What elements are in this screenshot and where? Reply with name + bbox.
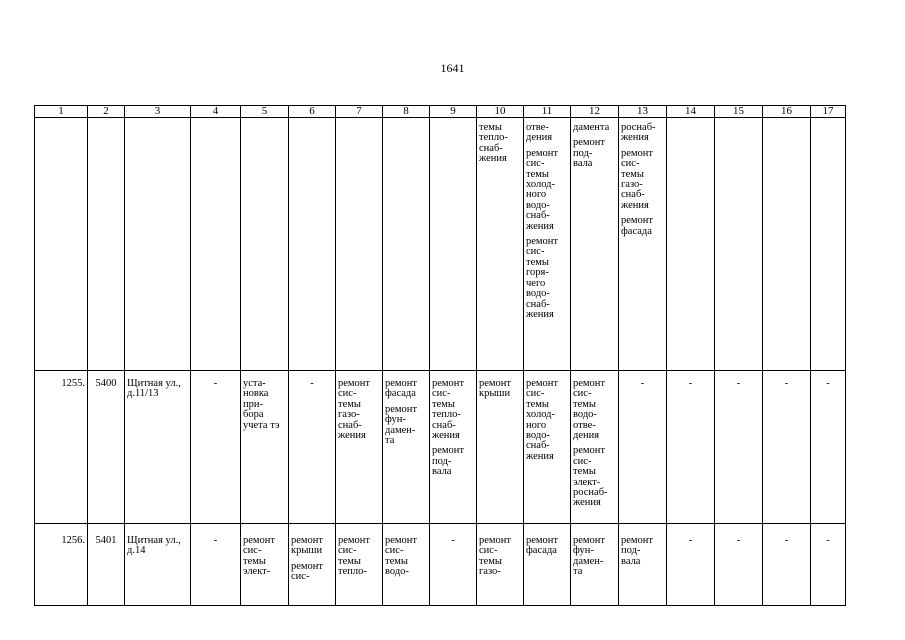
cell-text-line: водо- xyxy=(573,409,597,421)
cell-entry xyxy=(765,379,808,389)
cell-text-line: фасада xyxy=(621,225,652,237)
cell-text-line: тепло- xyxy=(338,566,367,578)
cell-text-line: темы xyxy=(526,398,549,410)
cell-text-line: снаб- xyxy=(621,189,645,201)
cell-entry xyxy=(526,123,568,144)
register-table xyxy=(34,105,846,606)
cell-entry xyxy=(127,536,188,557)
cell-text-line: ремонт xyxy=(526,378,559,389)
cell-entry xyxy=(432,536,474,546)
table-cell xyxy=(336,371,383,524)
cell-text-line: ремонт xyxy=(526,535,559,546)
column-number-cell: 16 xyxy=(763,106,811,118)
cell-entry xyxy=(717,379,760,389)
cell-text-line: холод- xyxy=(526,179,555,191)
cell-text-line: элект- xyxy=(243,566,271,578)
cell-text-line: тепло- xyxy=(432,409,461,421)
cell-text-line: ремонт xyxy=(243,535,276,546)
table-cell xyxy=(191,118,241,371)
cell-text-line: горя- xyxy=(526,267,549,279)
table-cell xyxy=(191,371,241,524)
cell-text-line: сис- xyxy=(291,571,310,583)
cell-text-line: водо- xyxy=(526,199,550,211)
cell-text-line: элект- xyxy=(573,476,601,488)
column-number-cell: 12 xyxy=(571,106,619,118)
cell-text-line: крыши xyxy=(291,545,323,557)
cell-text-line: темы xyxy=(479,122,502,133)
cell-text-line: жения xyxy=(432,430,460,442)
cell-entry xyxy=(669,536,712,546)
table-cell xyxy=(289,118,336,371)
table-cell xyxy=(524,524,571,606)
cell-entry xyxy=(479,536,521,578)
cell-text-line: темы xyxy=(479,555,502,567)
cell-text-line: - xyxy=(826,378,830,389)
table-cell xyxy=(619,118,667,371)
cell-entry xyxy=(526,237,568,320)
cell-text-line: сис- xyxy=(385,545,404,557)
cell-text-line: жения xyxy=(621,199,649,211)
table-cell xyxy=(88,524,125,606)
cell-text-line: фасада xyxy=(526,545,557,557)
cell-text-line: вала xyxy=(573,158,593,170)
cell-text-line: дамен- xyxy=(573,555,604,567)
cell-text-line: 5400 xyxy=(95,378,117,389)
cell-text-line: сис- xyxy=(338,545,357,557)
cell-text-line: ремонт xyxy=(291,535,324,546)
cell-text-line: уста- xyxy=(243,378,266,389)
cell-text-line: вала xyxy=(621,555,641,567)
cell-text-line: жения xyxy=(621,132,649,144)
cell-text-line: - xyxy=(213,535,218,546)
cell-text-line: фун- xyxy=(385,414,406,426)
cell-text-line: жения xyxy=(526,308,554,320)
cell-text-line: сис- xyxy=(526,388,545,400)
cell-text-line: темы xyxy=(243,555,266,567)
table-row xyxy=(35,524,846,606)
cell-text-line: д.14 xyxy=(127,545,146,557)
cell-text-line: дения xyxy=(573,430,600,442)
cell-text-line: холод- xyxy=(526,409,555,421)
cell-entry xyxy=(573,536,616,578)
cell-text-line: та xyxy=(385,435,395,447)
cell-entry xyxy=(526,379,568,462)
cell-text-line: водо- xyxy=(526,430,550,442)
column-number-cell: 8 xyxy=(383,106,430,118)
cell-entry xyxy=(669,379,712,389)
table-cell xyxy=(667,118,715,371)
cell-text-line: темы xyxy=(526,256,549,268)
column-number-cell: 11 xyxy=(524,106,571,118)
cell-text-line: - xyxy=(736,535,741,546)
cell-text-line: та xyxy=(573,566,583,578)
cell-entry xyxy=(813,379,843,389)
table-cell xyxy=(241,371,289,524)
cell-text-line: сис- xyxy=(432,388,451,400)
cell-text-line: снаб- xyxy=(479,142,503,154)
table-cell xyxy=(35,371,88,524)
cell-text-line: учета тэ xyxy=(243,419,280,431)
cell-text-line: сис- xyxy=(573,455,592,467)
cell-entry xyxy=(765,536,808,546)
cell-entry xyxy=(90,536,122,546)
cell-text-line: при- xyxy=(243,398,263,410)
cell-text-line: жения xyxy=(526,220,554,232)
cell-entry xyxy=(385,379,427,400)
cell-entry xyxy=(526,149,568,232)
cell-text-line: - xyxy=(640,378,645,389)
cell-text-line: темы xyxy=(621,168,644,180)
cell-text-line: ремонт xyxy=(385,535,418,546)
cell-entry xyxy=(291,562,333,583)
table-cell xyxy=(571,524,619,606)
table-cell xyxy=(715,118,763,371)
cell-text-line: сис- xyxy=(338,388,357,400)
cell-text-line: д.11/13 xyxy=(127,388,159,400)
cell-text-line: снаб- xyxy=(526,210,550,222)
cell-text-line: - xyxy=(784,378,789,389)
cell-text-line: сис- xyxy=(526,246,545,258)
cell-entry xyxy=(432,379,474,441)
cell-entry xyxy=(291,536,333,557)
cell-entry xyxy=(243,379,286,431)
table-cell xyxy=(571,371,619,524)
table-cell xyxy=(125,371,191,524)
cell-entry xyxy=(90,379,122,389)
cell-text-line: роснаб- xyxy=(621,122,656,133)
cell-entry xyxy=(127,379,188,400)
cell-entry xyxy=(193,379,238,389)
table-cell xyxy=(811,524,846,606)
cell-text-line: - xyxy=(688,378,693,389)
page-number: 1641 xyxy=(440,61,465,75)
table-cell xyxy=(763,371,811,524)
cell-text-line: 1256. xyxy=(61,535,85,546)
table-cell xyxy=(88,371,125,524)
column-number-cell: 2 xyxy=(88,106,125,118)
cell-entry xyxy=(573,123,616,133)
cell-text-line: дения xyxy=(526,132,553,144)
cell-text-line: снаб- xyxy=(526,440,550,452)
table-cell xyxy=(619,371,667,524)
column-number-cell: 9 xyxy=(430,106,477,118)
cell-entry xyxy=(385,536,427,578)
table-cell xyxy=(571,118,619,371)
table-row xyxy=(35,371,846,524)
cell-text-line: фасада xyxy=(385,388,416,400)
column-number-cell: 10 xyxy=(477,106,524,118)
cell-text-line: сис- xyxy=(526,158,545,170)
cell-entry xyxy=(621,123,664,144)
table-cell xyxy=(477,118,524,371)
cell-text-line: жения xyxy=(338,430,366,442)
cell-text-line: ремонт xyxy=(479,535,512,546)
cell-text-line: ного xyxy=(526,419,547,431)
cell-entry xyxy=(813,536,843,546)
cell-text-line: ремонт xyxy=(573,445,606,457)
cell-text-line: 5401 xyxy=(95,535,117,546)
cell-text-line: отве- xyxy=(526,122,549,133)
cell-entry xyxy=(432,446,474,477)
cell-text-line: снаб- xyxy=(432,419,456,431)
table-cell xyxy=(477,371,524,524)
table-cell xyxy=(383,524,430,606)
cell-text-line: - xyxy=(310,378,314,389)
cell-text-line: жения xyxy=(479,153,507,165)
cell-entry xyxy=(573,138,616,169)
column-number-cell: 7 xyxy=(336,106,383,118)
cell-text-line: темы xyxy=(338,555,361,567)
cell-text-line: темы xyxy=(432,398,455,410)
cell-text-line: - xyxy=(688,535,693,546)
column-number-cell: 1 xyxy=(35,106,88,118)
table-cell xyxy=(430,371,477,524)
cell-entry xyxy=(717,536,760,546)
cell-text-line: ремонт xyxy=(621,215,654,227)
cell-text-line: дамента xyxy=(573,122,610,133)
table-cell xyxy=(383,118,430,371)
cell-entry xyxy=(37,536,85,546)
column-number-cell: 17 xyxy=(811,106,846,118)
cell-text-line: газо- xyxy=(338,409,360,421)
cell-entry xyxy=(338,536,380,578)
cell-text-line: - xyxy=(451,535,455,546)
cell-text-line: бора xyxy=(243,409,264,421)
cell-text-line: ремонт xyxy=(526,236,559,248)
cell-entry xyxy=(338,379,380,441)
cell-entry xyxy=(479,123,521,165)
cell-entry xyxy=(385,405,427,447)
cell-text-line: крыши xyxy=(479,388,511,400)
cell-text-line: темы xyxy=(573,398,596,410)
cell-text-line: фун- xyxy=(573,545,594,557)
cell-text-line: снаб- xyxy=(526,298,550,310)
table-cell xyxy=(383,371,430,524)
cell-text-line: ремонт xyxy=(385,403,418,415)
table-cell xyxy=(35,524,88,606)
cell-text-line: сис- xyxy=(573,388,592,400)
cell-text-line: под- xyxy=(621,545,641,557)
table-cell xyxy=(763,118,811,371)
table-cell xyxy=(524,371,571,524)
cell-text-line: водо- xyxy=(526,288,550,300)
cell-text-line: ремонт xyxy=(432,445,465,457)
table-cell xyxy=(811,118,846,371)
cell-text-line: под- xyxy=(432,455,452,467)
cell-text-line: ремонт xyxy=(432,378,465,389)
column-number-cell: 14 xyxy=(667,106,715,118)
cell-text-line: - xyxy=(784,535,789,546)
table-cell xyxy=(430,524,477,606)
cell-entry xyxy=(621,216,664,237)
cell-text-line: сис- xyxy=(243,545,262,557)
cell-text-line: ремонт xyxy=(621,147,654,159)
cell-text-line: темы xyxy=(385,555,408,567)
column-number-cell: 5 xyxy=(241,106,289,118)
table-cell xyxy=(125,118,191,371)
cell-text-line: тепло- xyxy=(479,132,508,144)
cell-text-line: газо- xyxy=(479,566,501,578)
cell-entry xyxy=(621,149,664,211)
table-cell xyxy=(477,524,524,606)
cell-text-line: вала xyxy=(432,466,452,478)
cell-text-line: ремонт xyxy=(573,137,606,149)
cell-text-line: ремонт xyxy=(338,378,371,389)
table-cell xyxy=(430,118,477,371)
table-cell xyxy=(125,524,191,606)
cell-entry xyxy=(621,379,664,389)
cell-entry xyxy=(291,379,333,389)
table-cell xyxy=(811,371,846,524)
table-cell xyxy=(715,371,763,524)
cell-entry xyxy=(243,536,286,578)
cell-text-line: ремонт xyxy=(338,535,371,546)
table-cell xyxy=(619,524,667,606)
cell-text-line: темы xyxy=(526,168,549,180)
table-cell xyxy=(241,118,289,371)
table-cell xyxy=(191,524,241,606)
cell-text-line: роснаб- xyxy=(573,487,608,499)
cell-text-line: под- xyxy=(573,147,593,159)
table-row xyxy=(35,118,846,371)
table-cell xyxy=(88,118,125,371)
cell-entry xyxy=(479,379,521,400)
cell-text-line: водо- xyxy=(385,566,409,578)
cell-text-line: ного xyxy=(526,189,547,201)
table-cell xyxy=(241,524,289,606)
table-cell xyxy=(336,524,383,606)
cell-text-line: - xyxy=(736,378,741,389)
table-cell xyxy=(35,118,88,371)
cell-text-line: жения xyxy=(573,497,601,509)
table-cell xyxy=(667,371,715,524)
cell-text-line: снаб- xyxy=(338,419,362,431)
table-cell xyxy=(289,371,336,524)
cell-text-line: отве- xyxy=(573,419,596,431)
cell-text-line: ремонт xyxy=(573,535,606,546)
column-number-cell: 4 xyxy=(191,106,241,118)
table-cell xyxy=(289,524,336,606)
cell-text-line: Щитная ул., xyxy=(127,378,181,389)
cell-entry xyxy=(37,379,85,389)
cell-text-line: ремонт xyxy=(479,378,512,389)
cell-entry xyxy=(526,536,568,557)
table-cell xyxy=(715,524,763,606)
table-cell xyxy=(667,524,715,606)
cell-text-line: темы xyxy=(573,466,596,478)
table-cell xyxy=(763,524,811,606)
cell-text-line: темы xyxy=(338,398,361,410)
column-number-row xyxy=(35,106,846,118)
cell-text-line: ремонт xyxy=(385,378,418,389)
cell-text-line: сис- xyxy=(621,158,640,170)
column-number-cell: 3 xyxy=(125,106,191,118)
cell-text-line: 1255. xyxy=(61,378,85,389)
cell-text-line: ремонт xyxy=(526,147,559,159)
cell-text-line: жения xyxy=(526,450,554,462)
column-number-cell: 15 xyxy=(715,106,763,118)
cell-text-line: чего xyxy=(526,277,546,289)
cell-text-line: газо- xyxy=(621,179,643,191)
cell-entry xyxy=(193,536,238,546)
cell-text-line: ремонт xyxy=(621,535,654,546)
cell-entry xyxy=(573,379,616,441)
table-cell xyxy=(524,118,571,371)
table-cell xyxy=(336,118,383,371)
cell-text-line: новка xyxy=(243,388,269,400)
cell-text-line: - xyxy=(213,378,218,389)
column-number-cell: 6 xyxy=(289,106,336,118)
column-number-cell: 13 xyxy=(619,106,667,118)
cell-text-line: сис- xyxy=(479,545,498,557)
cell-text-line: дамен- xyxy=(385,424,416,436)
cell-entry xyxy=(621,536,664,567)
cell-entry xyxy=(573,446,616,508)
cell-text-line: Щитная ул., xyxy=(127,535,181,546)
cell-text-line: ремонт xyxy=(573,378,606,389)
cell-text-line: ремонт xyxy=(291,560,324,572)
cell-text-line: - xyxy=(826,535,830,546)
